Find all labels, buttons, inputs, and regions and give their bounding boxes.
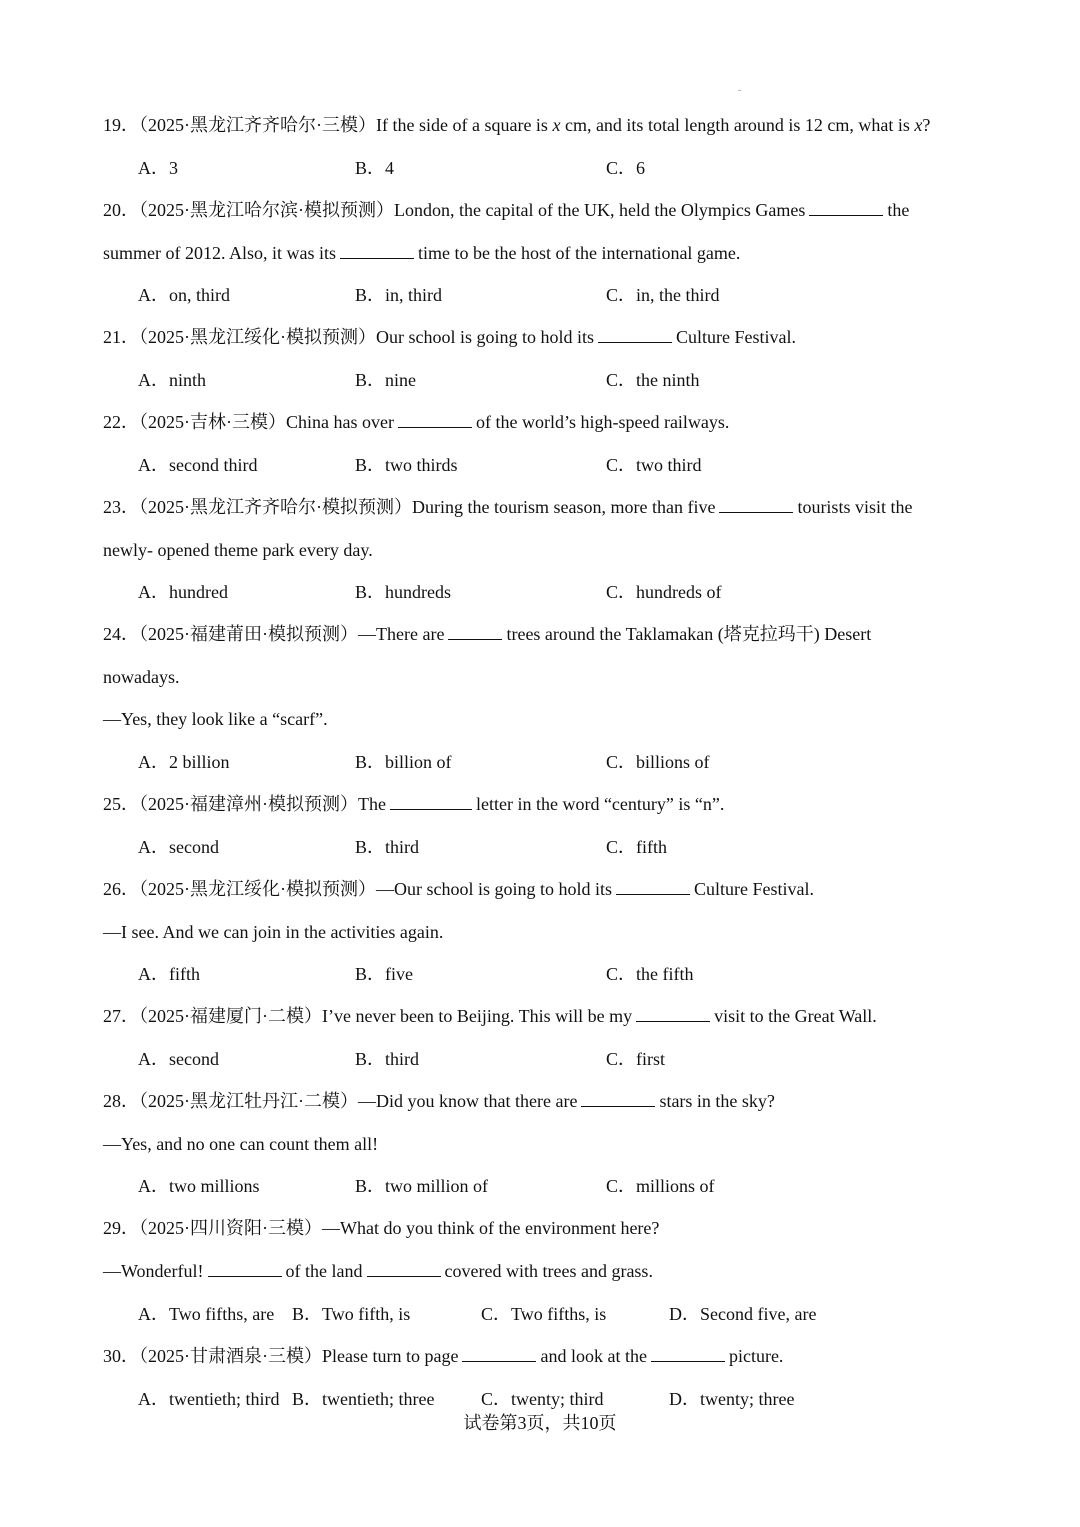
question-number: 28． — [103, 1091, 139, 1111]
answer-blank — [367, 1260, 441, 1277]
question-number: 21． — [103, 327, 139, 347]
variable-x: x — [914, 115, 923, 135]
question-30 — [103, 1344, 983, 1368]
q23-option-a[interactable]: A．hundred — [138, 582, 228, 602]
question-text: of the land — [285, 1261, 363, 1281]
question-text: During the tourism season, more than five — [412, 497, 716, 517]
question-text: Please turn to page — [322, 1346, 459, 1366]
question-text: —What do you think of the environment here? — [322, 1218, 660, 1238]
question-text: —Our school is going to hold its — [376, 879, 613, 899]
question-number: 23． — [103, 497, 139, 517]
question-text: London, the capital of the UK, held the Olympics Games — [394, 200, 806, 220]
q29-option-a[interactable]: A．Two fifths, are — [138, 1304, 275, 1324]
question-text: summer of 2012. Also, it was its — [103, 243, 336, 263]
answer-blank — [598, 326, 672, 343]
q23-option-c[interactable]: C．hundreds of — [606, 582, 722, 602]
q21-option-b[interactable]: B．nine — [355, 370, 416, 390]
q29-option-d[interactable]: D．Second five, are — [669, 1304, 817, 1324]
question-28-line-2: —Yes, and no one can count them all! — [103, 1134, 379, 1154]
q19-option-b[interactable]: B．4 — [355, 158, 395, 178]
variable-x: x — [552, 115, 561, 135]
question-number: 19． — [103, 115, 139, 135]
question-24 — [103, 622, 983, 646]
q24-option-a[interactable]: A．2 billion — [138, 752, 230, 772]
question-27 — [103, 1004, 983, 1028]
answer-blank — [581, 1090, 655, 1107]
question-text: letter in the word “century” is “n”. — [475, 794, 725, 814]
question-source: （2025·福建漳州·模拟预测） — [139, 794, 358, 814]
q26-option-b[interactable]: B．five — [355, 964, 413, 984]
q29-option-c[interactable]: C．Two fifths, is — [481, 1304, 607, 1324]
question-21 — [103, 325, 983, 349]
q22-option-a[interactable]: A．second third — [138, 455, 258, 475]
q30-option-c[interactable]: C．twenty; third — [481, 1389, 604, 1409]
question-source: （2025·吉林·三模） — [139, 412, 286, 432]
question-source: （2025·黑龙江绥化·模拟预测） — [139, 327, 376, 347]
question-29 — [103, 1216, 983, 1240]
question-text: time to be the host of the international game. — [418, 243, 741, 263]
question-source: （2025·黑龙江绥化·模拟预测） — [139, 879, 376, 899]
q29-option-b[interactable]: B．Two fifth, is — [292, 1304, 411, 1324]
answer-blank — [398, 411, 472, 428]
question-28 — [103, 1089, 983, 1113]
answer-blank — [340, 242, 414, 259]
q21-option-c[interactable]: C．the ninth — [606, 370, 700, 390]
q30-option-b[interactable]: B．twentieth; three — [292, 1389, 435, 1409]
question-number: 20． — [103, 200, 139, 220]
question-source: （2025·黑龙江牡丹江·二模） — [139, 1091, 358, 1111]
question-text: Culture Festival. — [676, 327, 797, 347]
question-26-line-2: —I see. And we can join in the activities again. — [103, 922, 444, 942]
question-23-line-2: newly- opened theme park every day. — [103, 540, 373, 560]
question-25 — [103, 792, 983, 816]
q20-option-b[interactable]: B．in, third — [355, 285, 443, 305]
q25-option-a[interactable]: A．second — [138, 837, 219, 857]
q25-option-b[interactable]: B．third — [355, 837, 420, 857]
question-source: （2025·福建莆田·模拟预测） — [139, 624, 358, 644]
question-23 — [103, 495, 983, 519]
question-20-line-2 — [103, 241, 983, 265]
q19-option-c[interactable]: C．6 — [606, 158, 646, 178]
question-source: （2025·甘肃酒泉·三模） — [139, 1346, 322, 1366]
question-number: 29． — [103, 1218, 139, 1238]
question-text: the — [887, 200, 910, 220]
question-text: cm, and its total length around is 12 cm, what is — [560, 115, 915, 135]
answer-blank — [390, 793, 472, 810]
q27-option-b[interactable]: B．third — [355, 1049, 420, 1069]
question-number: 30． — [103, 1346, 139, 1366]
question-text: stars in the sky? — [659, 1091, 775, 1111]
q24-option-b[interactable]: B．billion of — [355, 752, 452, 772]
question-20 — [103, 198, 983, 222]
question-text: tourists visit the — [797, 497, 913, 517]
question-text: visit to the Great Wall. — [714, 1006, 877, 1026]
question-text: and look at the — [540, 1346, 647, 1366]
answer-blank — [448, 623, 502, 640]
question-text: China has over — [286, 412, 394, 432]
q28-option-c[interactable]: C．millions of — [606, 1176, 715, 1196]
question-number: 26． — [103, 879, 139, 899]
q30-option-d[interactable]: D．twenty; three — [669, 1389, 795, 1409]
question-source: （2025·黑龙江齐齐哈尔·模拟预测） — [139, 497, 412, 517]
answer-blank — [616, 878, 690, 895]
q24-option-c[interactable]: C．billions of — [606, 752, 710, 772]
q26-option-c[interactable]: C．the fifth — [606, 964, 694, 984]
question-22 — [103, 410, 983, 434]
answer-blank — [719, 496, 793, 513]
question-19 — [103, 113, 983, 137]
question-text: ? — [922, 115, 931, 135]
q23-option-b[interactable]: B．hundreds — [355, 582, 451, 602]
question-text: Our school is going to hold its — [376, 327, 595, 347]
question-number: 25． — [103, 794, 139, 814]
q20-option-a[interactable]: A．on, third — [138, 285, 230, 305]
question-text: covered with trees and grass. — [444, 1261, 653, 1281]
q20-option-c[interactable]: C．in, the third — [606, 285, 720, 305]
q27-option-c[interactable]: C．first — [606, 1049, 666, 1069]
q28-option-b[interactable]: B．two million of — [355, 1176, 489, 1196]
q22-option-c[interactable]: C．two third — [606, 455, 702, 475]
question-24-line-2: nowadays. — [103, 667, 180, 687]
q28-option-a[interactable]: A．two millions — [138, 1176, 260, 1196]
question-source: （2025·福建厦门·二模） — [139, 1006, 322, 1026]
question-text: Culture Festival. — [694, 879, 815, 899]
q22-option-b[interactable]: B．two thirds — [355, 455, 458, 475]
q25-option-c[interactable]: C．fifth — [606, 837, 667, 857]
question-source: （2025·黑龙江齐齐哈尔·三模） — [139, 115, 376, 135]
q27-option-a[interactable]: A．second — [138, 1049, 219, 1069]
question-number: 27． — [103, 1006, 139, 1026]
question-text: —Did you know that there are — [358, 1091, 578, 1111]
question-text: picture. — [728, 1346, 784, 1366]
question-24-line-3: —Yes, they look like a “scarf”. — [103, 709, 328, 729]
question-number: 24． — [103, 624, 139, 644]
question-number: 22． — [103, 412, 139, 432]
question-source: （2025·黑龙江哈尔滨·模拟预测） — [139, 200, 394, 220]
question-text: I’ve never been to Beijing. This will be my — [322, 1006, 633, 1026]
q19-option-a[interactable]: A．3 — [138, 158, 178, 178]
question-26 — [103, 877, 983, 901]
question-text: of the world’s high-speed railways. — [475, 412, 730, 432]
q21-option-a[interactable]: A．ninth — [138, 370, 207, 390]
question-text: —There are — [358, 624, 445, 644]
scan-mark — [738, 90, 741, 91]
q30-option-a[interactable]: A．twentieth; third — [138, 1389, 280, 1409]
question-text: trees around the Taklamakan (塔克拉玛干) Desert — [506, 624, 872, 644]
answer-blank — [809, 199, 883, 216]
answer-blank — [651, 1345, 725, 1362]
question-source: （2025·四川资阳·三模） — [139, 1218, 322, 1238]
q26-option-a[interactable]: A．fifth — [138, 964, 200, 984]
answer-blank — [208, 1260, 282, 1277]
question-text: If the side of a square is — [376, 115, 553, 135]
question-29-line-2 — [103, 1259, 983, 1283]
question-text: The — [358, 794, 386, 814]
question-text: —Wonderful! — [103, 1261, 204, 1281]
answer-blank — [636, 1005, 710, 1022]
page-footer: 试卷第3页，共10页 — [463, 1413, 617, 1433]
answer-blank — [462, 1345, 536, 1362]
